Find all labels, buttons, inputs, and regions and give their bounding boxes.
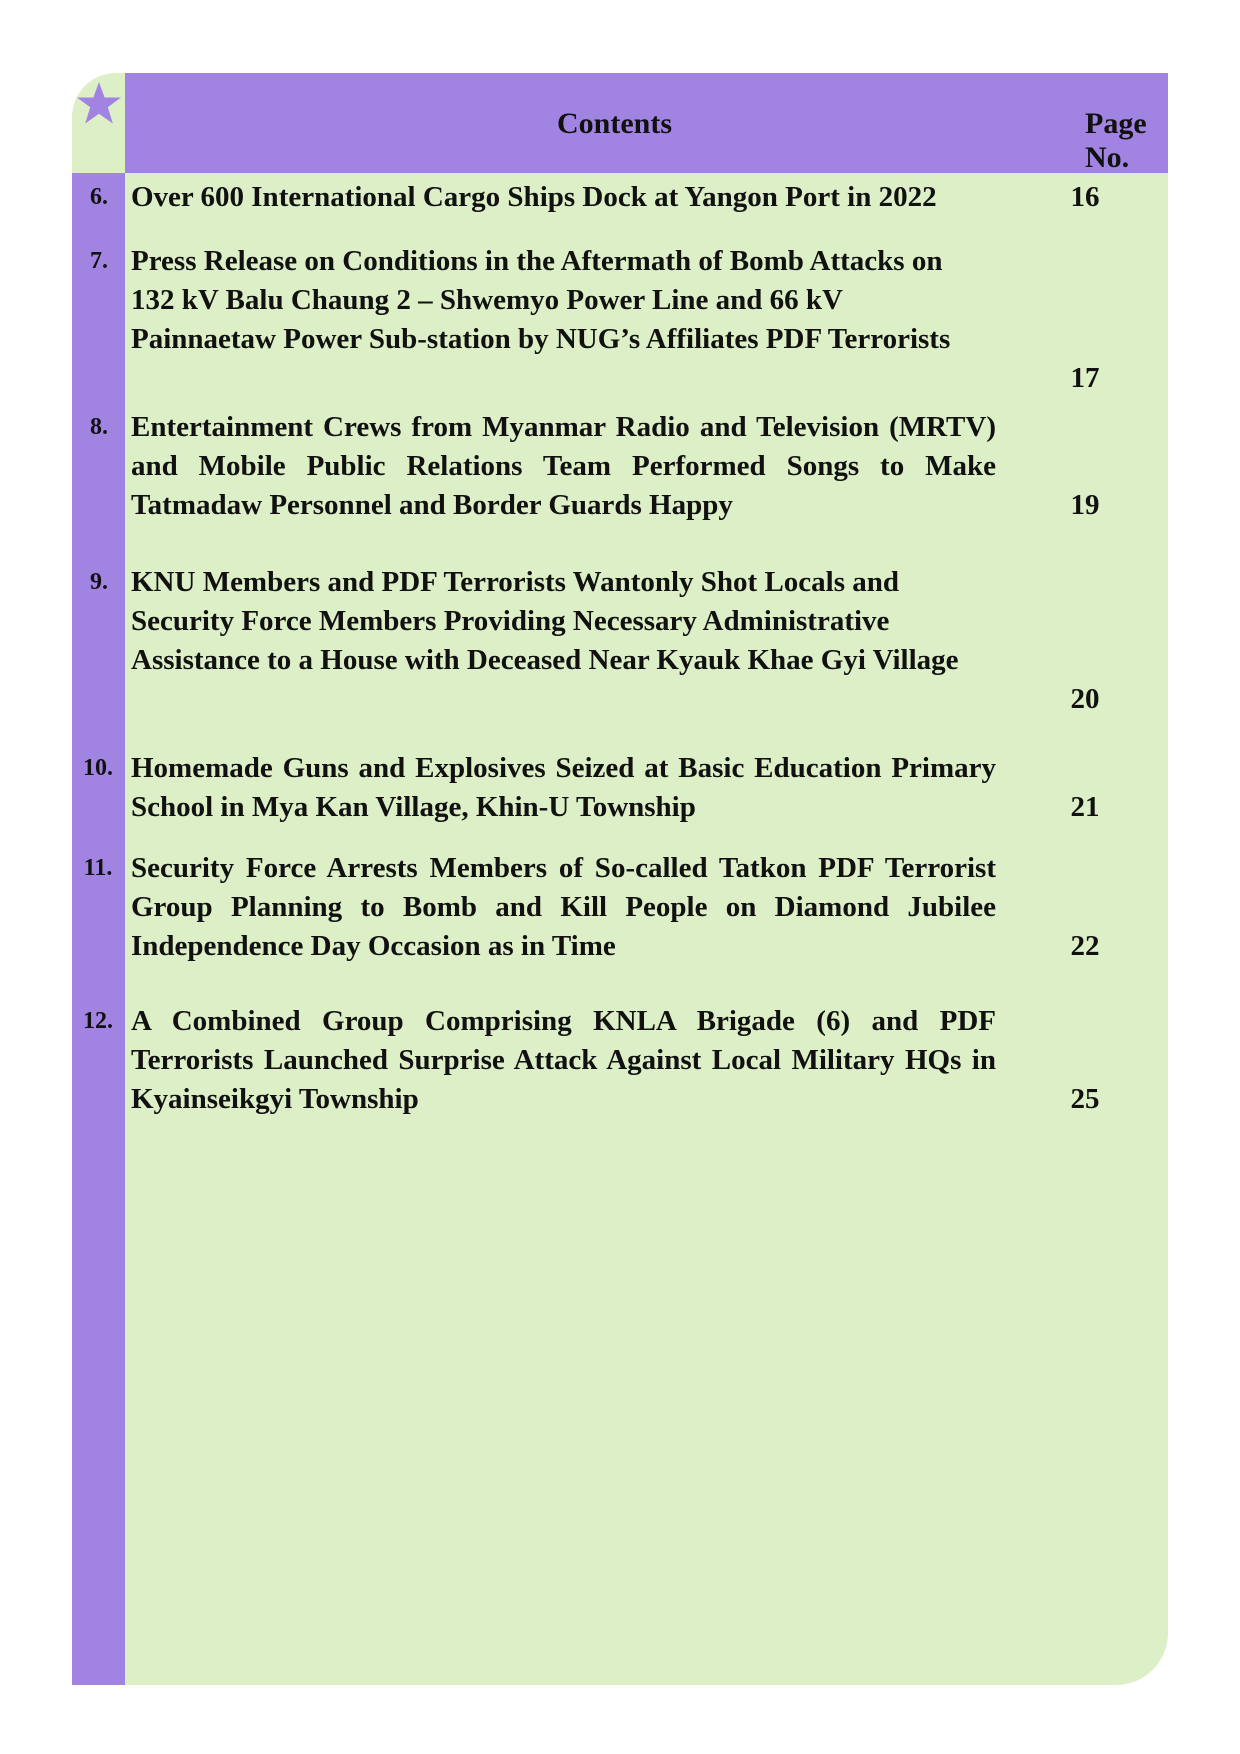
entry-title: A Combined Group Comprising KNLA Brigade (6) and PDF Terrorists Launched Surprise Attack Against Local Military HQs in Kyainseikgyi Township [131,1005,996,1115]
entry-title: Press Release on Conditions in the Aftermath of Bomb Attacks on 132 kV Balu Chaung 2 – Shwemyo Power Line and 66 kV Painnaetaw Power Sub-station by NUG’s Affiliates PDF Terrorists [131,245,951,355]
entry-page-number: 16 [1070,181,1100,213]
entry-title: Over 600 International Cargo Ships Dock at Yangon Port in 2022 [131,181,937,213]
entry-page-number: 19 [1070,489,1100,521]
star-icon [76,81,122,127]
entry-number: 10. [83,755,113,781]
contents-column-heading: Contents [557,107,673,140]
entry-title: Homemade Guns and Explosives Seized at Basic Education Primary School in Mya Kan Village, Khin-U Township [131,752,996,823]
entry-number: 9. [90,569,108,595]
entry-page-number: 22 [1070,930,1100,962]
entry-number: 6. [90,184,108,210]
entry-page-number: 20 [1070,683,1100,715]
entry-title: Security Force Arrests Members of So-called Tatkon PDF Terrorist Group Planning to Bomb and Kill People on Diamond Jubilee Independence Day Occasion as in Time [131,852,996,962]
entry-page-number: 21 [1070,791,1100,823]
entry-title: KNU Members and PDF Terrorists Wantonly Shot Locals and Security Force Members Providing Necessary Administrative Assistance to a House with Deceased Near Kyauk Khae Gyi Village [131,566,959,676]
entry-title: Entertainment Crews from Myanmar Radio and Television (MRTV) and Mobile Public Relations Team Performed Songs to Make Tatmadaw Personnel and Border Guards Happy [131,411,996,521]
entry-page-number: 25 [1070,1083,1100,1115]
entry-number: 12. [83,1008,113,1034]
contents-header [125,73,1168,173]
contents-panel [72,73,1168,1685]
page-number-column-heading: Page No. [1085,107,1147,174]
entry-number: 11. [83,855,113,881]
entry-page-number: 17 [1070,362,1100,394]
entry-number: 7. [90,248,108,274]
entry-number: 8. [90,414,108,440]
side-accent-strip [72,173,125,1685]
